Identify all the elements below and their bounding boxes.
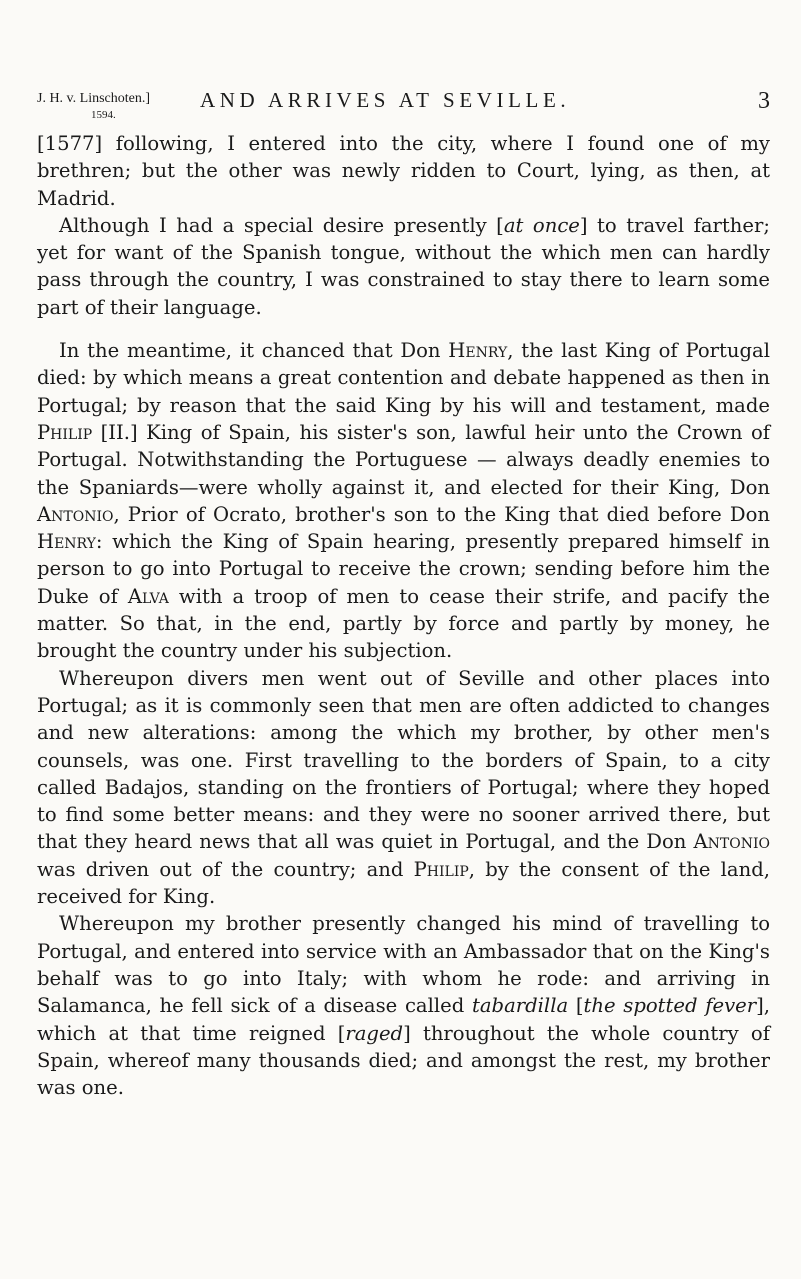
text-run: ] throughout the whole country of Spain, whereof many thousands died; and amongst the rest, my brother was one. xyxy=(37,1021,770,1100)
text-run: [1577] following, I entered into the city, where I found one of my brethren; but the other was newly ridden to Court, lying, as then, at Madrid. xyxy=(37,132,770,210)
text-run: ] to travel farther; yet for want of the Spanish tongue, without the which men can hardly pass through the country, I was constrained to stay there to learn some part of their language. xyxy=(37,213,770,319)
smallcaps-name: Philip xyxy=(37,420,93,444)
paragraph-p4 xyxy=(37,665,770,911)
italic-text: raged xyxy=(345,1021,404,1045)
smallcaps-name: Alva xyxy=(127,584,169,608)
running-head xyxy=(37,70,770,130)
paragraph-p2 xyxy=(37,212,770,321)
body-text xyxy=(37,130,770,1101)
text-run: [ xyxy=(568,994,584,1018)
book-page xyxy=(37,70,770,1100)
page-number: 3 xyxy=(758,88,770,114)
text-run: , Prior of Ocrato, brother's son to the King that died before Don xyxy=(113,502,770,526)
smallcaps-name: Antonio xyxy=(37,502,114,526)
text-run: was driven out of the country; and xyxy=(37,857,414,881)
paragraph-p5 xyxy=(37,910,770,1101)
text-run: , by the consent of the land, received for King. xyxy=(37,857,770,909)
text-run: [II.] King of Spain, his sister's son, lawful heir unto the Crown of Portugal. Notwithstanding the Portuguese — always deadly enemies to the Spaniards—were wholly against it, and elected for their King, Don xyxy=(37,420,770,499)
text-run: In the meantime, it chanced that Don xyxy=(59,339,449,363)
text-run: Whereupon divers men went out of Seville and other places into Portugal; as it is commonly seen that men are often addicted to changes and new alterations: among the which my brother, by other men's counsels, was one. First travelling to the borders of Spain, to a city called Badajos, standing on the frontiers of Portugal; where they hoped to find some better means: and they were no sooner arrived there, but that they heard news that all was quiet in Portugal, and the Don xyxy=(37,666,770,854)
paragraph-p1 xyxy=(37,130,770,212)
citation-bracket: ] xyxy=(145,91,151,106)
running-head-title: AND ARRIVES AT SEVILLE. xyxy=(200,88,571,112)
smallcaps-name: Antonio xyxy=(693,830,770,854)
smallcaps-name: Henry xyxy=(448,339,508,363)
text-run: : which the King of Spain hearing, presently prepared himself in person to go into Portugal to receive the crown; sending before him the Duke of xyxy=(37,530,770,608)
smallcaps-name: Philip xyxy=(413,857,469,881)
text-run: with a troop of men to cease their strife, and pacify the matter. So that, in the end, partly by force and partly by money, he brought the country under his subjection. xyxy=(37,584,770,663)
italic-text: tabardilla xyxy=(471,994,569,1018)
text-run: Although I had a special desire presently [ xyxy=(59,213,504,237)
italic-text: the spotted fever xyxy=(583,994,757,1018)
smallcaps-name: Henry xyxy=(37,530,96,554)
citation-year: 1594. xyxy=(91,109,116,121)
running-head-citation xyxy=(37,91,151,121)
text-run: , the last King of Portugal died: by which means a great contention and debate happened as then in Portugal; by reason that the said King by his will and testament, made xyxy=(37,339,770,417)
text-run: ], which at that time reigned [ xyxy=(37,994,770,1045)
text-run: Whereupon my brother presently changed his mind of travelling to Portugal, and entered into service with an Ambassador that on the King's behalf was to go into Italy; with whom he rode: and arriving in Salamanca, he fell sick of a disease called xyxy=(37,912,770,1018)
citation-text: J. H. v. Linschoten. xyxy=(37,91,146,106)
paragraph-p3 xyxy=(37,337,770,665)
italic-text: at once xyxy=(503,213,580,237)
